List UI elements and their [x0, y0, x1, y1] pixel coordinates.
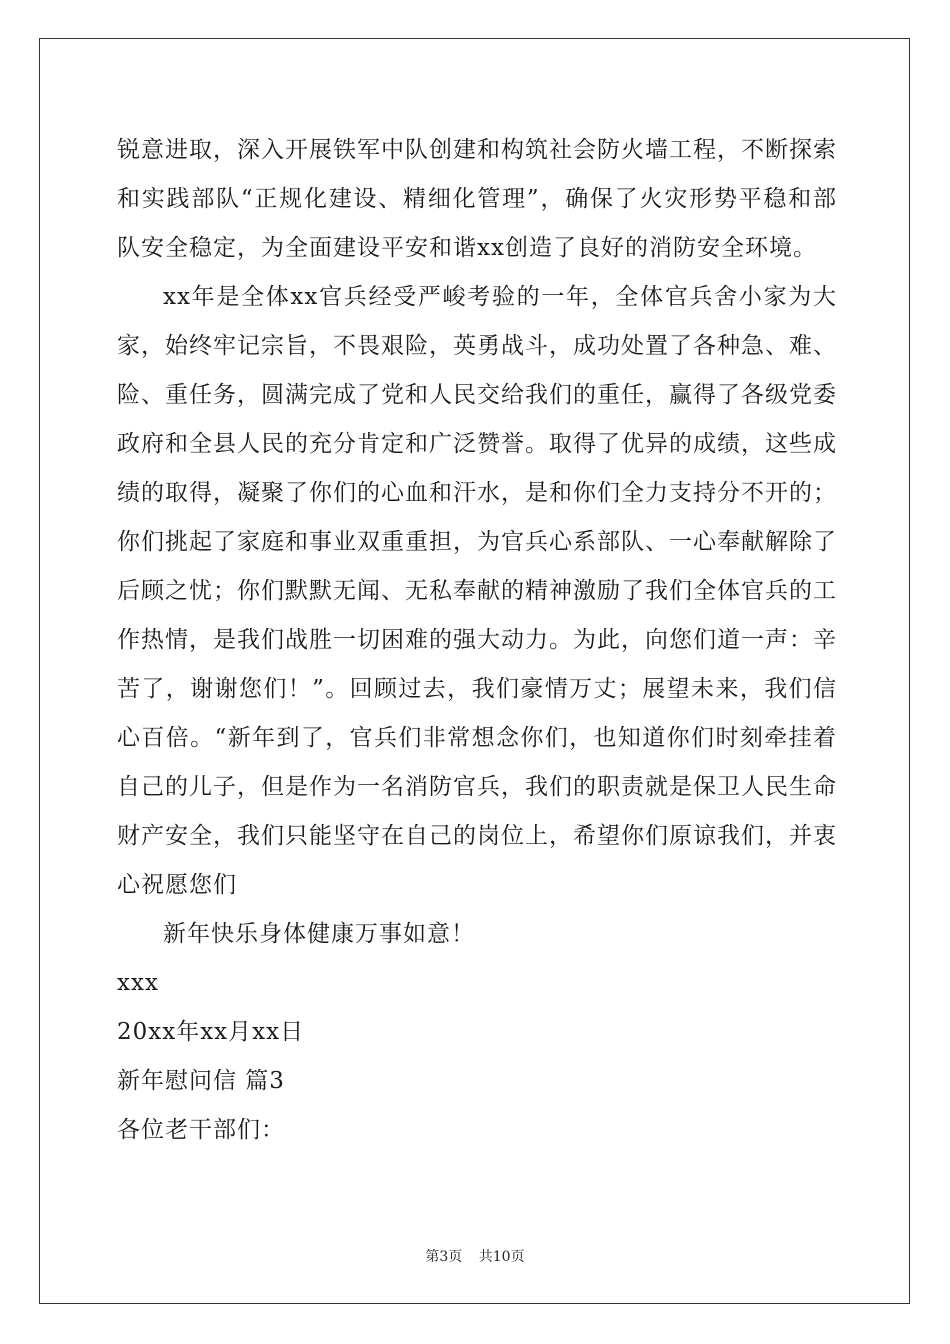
date-line: 20xx年xx月xx日 [117, 1019, 305, 1045]
page-number: 第3页 [425, 1249, 463, 1265]
paragraph-2: xx年是全体xx官兵经受严峻考验的一年，全体官兵舍小家为大家，始终牢记宗旨，不畏艰险，英勇战斗，成功处置了各种急、难、险、重任务，圆满完成了党和人民交给我们的重任，赢得了各级党委政府和全县人民的充分肯定和广泛赞誉。取得了优异的成绩，这些成绩的取得，凝聚了你们的心血和汗水，是和你们全力支持分不开的；你们挑起了家庭和事业双重重担，为官兵心系部队、一心奉献解除了后顾之忧；你们默默无闻、无私奉献的精神激励了我们全体官兵的工作热情，是我们战胜一切困难的强大动力。为此，向您们道一声：辛苦了，谢谢您们！”。回顾过去，我们豪情万丈；展望未来，我们信心百倍。“新年到了，官兵们非常想念你们，也知道你们时刻牵挂着自己的儿子，但是作为一名消防官兵，我们的职责就是保卫人民生命财产安全，我们只能坚守在自己的岗位上，希望你们原谅我们，并衷心祝愿您们 [117, 284, 837, 898]
paragraph-1: 锐意进取，深入开展铁军中队创建和构筑社会防火墙工程，不断探索和实践部队“正规化建设、精细化管理”，确保了火灾形势平稳和部队安全稳定，为全面建设平安和谐xx创造了良好的消防安全环境。 [117, 137, 837, 261]
greeting: 各位老干部们： [117, 1117, 285, 1143]
signature: xxx [117, 970, 159, 996]
section-title: 新年慰问信 篇3 [117, 1068, 285, 1094]
page-footer [0, 1246, 950, 1266]
paragraph-wishes: 新年快乐身体健康万事如意！ [163, 921, 475, 947]
page-total: 共10页 [478, 1249, 525, 1265]
document-body [117, 126, 837, 1155]
